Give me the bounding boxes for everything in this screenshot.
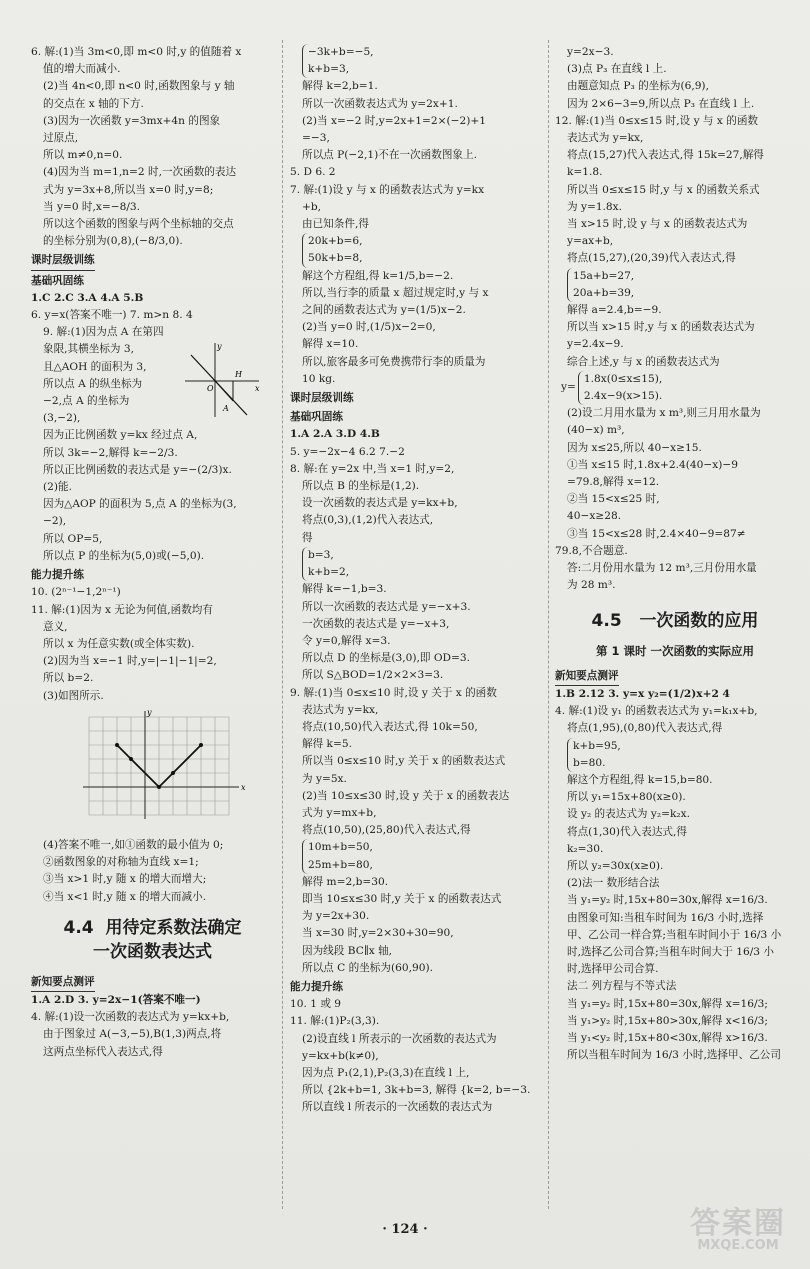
chapter-heading-4-5 xyxy=(555,609,795,633)
answer-line: 1.C 2.C 3.A 4.A 5.B xyxy=(31,291,144,304)
text-line: 所以当租车时间为 16/3 小时,选择甲、乙公司 xyxy=(567,1049,781,1062)
text-line: 所以这个函数的图象与两个坐标轴的交点 xyxy=(43,218,234,231)
text-line: 所以 y₂=30x(x≥0). xyxy=(567,859,664,872)
y-axis-label: y xyxy=(147,708,152,717)
text-line: 所以正比例函数的表达式是 y=−(2/3)x. xyxy=(43,463,232,476)
watermark-text: 答案圈 xyxy=(690,1206,786,1241)
text-line: k=1.8. xyxy=(567,166,603,179)
text-line: 9. 解:(1)当 0≤x≤10 时,设 y 关于 x 的函数 xyxy=(290,686,497,699)
answer-line: 6. y=x(答案不唯一) 7. m>n 8. 4 xyxy=(31,309,193,322)
section-heading-nengli: 能力提升练 xyxy=(31,569,84,582)
text-line: k+b=2, xyxy=(308,566,350,579)
text-line: 所以 3k=−2,解得 k=−2/3. xyxy=(43,446,178,459)
section-heading-nengli: 能力提升练 xyxy=(290,980,343,993)
x-axis-label: x xyxy=(255,384,260,393)
answer-line: 5. y=−2x−4 6.2 7.−2 xyxy=(290,445,405,458)
graph-point xyxy=(115,743,119,747)
equation-system xyxy=(302,233,542,267)
text-line: 15a+b=27, xyxy=(573,269,635,282)
text-line: (3)如图所示. xyxy=(43,689,104,702)
equation-system xyxy=(302,44,542,78)
text-line: (2)能. xyxy=(43,481,72,494)
text-block xyxy=(555,703,795,737)
text-line: 由已知条件,得 xyxy=(302,218,369,231)
equation-system xyxy=(567,268,795,302)
text-line: 之间的函数表达式为 y=(1/5)x−2. xyxy=(302,304,466,317)
label-o: O xyxy=(207,384,214,393)
text-line: 5. D 6. 2 xyxy=(290,166,336,179)
text-line: 由题意知点 P₃ 的坐标为(6,9), xyxy=(567,80,709,93)
text-line: y=ax+b, xyxy=(567,235,614,248)
text-line: 解得 a=2.4,b=−9. xyxy=(567,304,662,317)
text-line: 将点(1,95),(0,80)代入表达式,得 xyxy=(567,722,723,735)
graph-point xyxy=(129,757,133,761)
chapter-title-line1: 用待定系数法确定 xyxy=(105,917,242,938)
text-line: 11. 解:(1)因为 x 无论为何值,函数均有 xyxy=(31,603,213,616)
text-line: b=80. xyxy=(573,756,606,769)
text-block xyxy=(290,581,542,839)
text-line: (3)因为一次函数 y=3mx+4n 的图象 xyxy=(43,114,221,127)
text-line: 所以点 D 的坐标是(3,0),即 OD=3. xyxy=(302,652,470,665)
text-line: (2)设二月用水量为 x m³,则三月用水量为 xyxy=(567,407,761,420)
text-line: 当 y₁<y₂ 时,15x+80<30x,解得 x>16/3. xyxy=(567,1031,768,1044)
section-heading-jichu: 基础巩固练 xyxy=(31,274,84,287)
text-line: k+b=3, xyxy=(308,63,350,76)
section-heading-jichu: 基础巩固练 xyxy=(290,411,343,424)
text-line: (3)点 P₃ 在直线 l 上. xyxy=(567,63,667,76)
text-line: 将点(10,50),(25,80)代入表达式,得 xyxy=(302,824,471,837)
text-line: (3,−2), xyxy=(43,412,81,425)
answer-line: 10. (2ⁿ⁻¹−1,2ⁿ⁻¹) xyxy=(31,586,121,599)
page-number: · 124 · xyxy=(382,1222,428,1237)
text-line: 法二 列方程与不等式法 xyxy=(567,980,677,993)
text-line: 将点(10,50)代入表达式,得 10k=50, xyxy=(302,720,478,733)
graph-point xyxy=(199,743,203,747)
text-line: 8. 解:在 y=2x 中,当 x=1 时,y=2, xyxy=(290,462,455,475)
text-line: (2)因为当 x=−1 时,y=|−1|−1|=2, xyxy=(43,655,217,668)
answer-11-part4-block xyxy=(31,837,274,906)
text-line: 由图象可知:当租车时间为 16/3 小时,选择 xyxy=(567,911,764,924)
text-line: 当 y=0 时,x=−8/3. xyxy=(43,200,141,213)
text-line: 所以,旅客最多可免费携带行李的质量为 xyxy=(302,355,486,368)
function-graph-figure xyxy=(79,709,249,827)
text-line: 所以点 A 的纵坐标为 xyxy=(43,377,143,390)
text-block xyxy=(290,461,542,547)
text-line: 将点(15,27),(20,39)代入表达式,得 xyxy=(567,252,736,265)
text-line: (2)法一 数形结合法 xyxy=(567,877,660,890)
text-line: 的交点在 x 轴的下方. xyxy=(43,97,144,110)
section-heading-xinzhi: 新知要点测评 xyxy=(555,668,619,686)
text-line: (2)当 x=−2 时,y=2x+1=2×(−2)+1 xyxy=(302,114,486,127)
section-heading-keshi: 课时层级训练 xyxy=(31,252,95,270)
text-line: 解这个方程组,得 k=15,b=80. xyxy=(567,773,713,786)
text-line: 10 kg. xyxy=(302,372,336,385)
text-line: (4)答案不唯一,如①函数的最小值为 0; xyxy=(43,838,224,851)
text-line: 50k+b=8, xyxy=(308,252,363,265)
text-line: 因为 2×6−3=9,所以点 P₃ 在直线 l 上. xyxy=(567,97,755,110)
text-line: 象限,其横坐标为 3, xyxy=(43,343,134,356)
text-block xyxy=(290,78,542,233)
text-line: 10m+b=50, xyxy=(308,841,373,854)
section-heading-xinzhi: 新知要点测评 xyxy=(31,974,95,992)
text-line: 20a+b=39, xyxy=(573,286,635,299)
answer-line: 1.B 2.12 3. y=x y₂=(1/2)x+2 4 xyxy=(555,687,730,700)
text-line: 因为 x≤25,所以 40−x≥15. xyxy=(567,441,702,454)
column-separator xyxy=(282,40,283,1209)
text-line: 时,选择乙公司合算;当租车时间大于 16/3 小 xyxy=(567,945,774,958)
text-line: 所以 y₁=15x+80(x≥0). xyxy=(567,791,686,804)
text-line: y=2x−3. xyxy=(567,46,614,58)
text-line: −2,点 A 的坐标为 xyxy=(43,395,130,408)
small-coordinate-figure xyxy=(181,339,263,419)
text-line: 4. 解:(1)设 y₁ 的函数表达式为 y₁=k₁x+b, xyxy=(555,705,758,718)
text-line: 一次函数的表达式是 y=−x+3, xyxy=(302,617,450,630)
text-line: +b, xyxy=(302,200,322,213)
column-right xyxy=(555,44,795,1229)
text-line: k+b=95, xyxy=(573,739,621,752)
text-line: y=kx+b(k≠0), xyxy=(302,1049,379,1062)
text-line: (2)当 y=0 时,(1/5)x−2=0, xyxy=(302,321,436,334)
label-h: H xyxy=(235,370,242,379)
text-line: ③当 15<x≤28 时,2.4×40−9=87≠ xyxy=(567,527,746,540)
text-line: (4)因为当 m=1,n=2 时,一次函数的表达 xyxy=(43,166,237,179)
text-line: 所以 m≠0,n=0. xyxy=(43,149,123,162)
text-line: 所以点 B 的坐标是(1,2). xyxy=(302,480,420,493)
text-line: 解得 x=10. xyxy=(302,338,359,351)
text-line: 时,选择甲公司合算. xyxy=(567,963,659,976)
text-line: 当 y₁>y₂ 时,15x+80>30x,解得 x<16/3; xyxy=(567,1014,768,1027)
text-line: 设 y₂ 的表达式为 y₂=k₂x. xyxy=(567,808,691,821)
text-line: 解得 k=5. xyxy=(302,738,352,751)
text-line: 由于图象过 A(−3,−5),B(1,3)两点,将 xyxy=(43,1028,222,1041)
text-block xyxy=(555,44,795,268)
answer-11-block xyxy=(31,602,274,705)
text-line: −3k+b=−5, xyxy=(308,46,374,58)
equation-system xyxy=(302,839,542,873)
piecewise-cases xyxy=(578,371,662,405)
text-line: 所以当 x>15 时,y 与 x 的函数表达式为 xyxy=(567,321,755,334)
text-line: 解得 k=−1,b=3. xyxy=(302,583,387,596)
chapter-number: 4.4 xyxy=(63,917,94,938)
graph-point xyxy=(171,771,175,775)
text-block xyxy=(555,405,795,594)
chapter-heading-4-4 xyxy=(31,916,274,964)
text-line: =79.8,解得 x=12. xyxy=(567,476,660,489)
segment-oa xyxy=(215,381,233,401)
text-line: 25m+b=80, xyxy=(308,858,373,871)
text-line: 所以一次函数表达式为 y=2x+1. xyxy=(302,97,458,110)
text-line: 11. 解:(1)P₂(3,3). xyxy=(290,1015,380,1028)
text-line: ①当 x≤15 时,1.8x+2.4(40−x)−9 xyxy=(567,458,738,471)
graph-point xyxy=(157,785,161,789)
text-line: 综合上述,y 与 x 的函数表达式为 xyxy=(567,355,720,368)
lesson-heading: 第 1 课时 一次函数的实际应用 xyxy=(595,643,754,658)
text-line: 将点(15,27)代入表达式,得 15k=27,解得 xyxy=(567,149,764,162)
text-line: 12. 解:(1)当 0≤x≤15 时,设 y 与 x 的函数 xyxy=(555,114,759,127)
text-line: (2)设直线 l 所表示的一次函数的表达式为 xyxy=(302,1032,497,1045)
text-line: 当 x=30 时,y=2×30+30=90, xyxy=(302,927,454,940)
column-middle xyxy=(290,44,542,1229)
text-line: 因为正比例函数 y=kx 经过点 A, xyxy=(43,429,198,442)
text-line: 所以 OP=5, xyxy=(43,532,103,545)
text-line: 4. 解:(1)设一次函数的表达式为 y=kx+b, xyxy=(31,1011,230,1024)
text-line: 所以 {2k+b=1, 3k+b=3, 解得 {k=2, b=−3. xyxy=(302,1084,531,1097)
text-line: 甲、乙公司一样合算;当租车时间小于 16/3 小 xyxy=(567,928,782,941)
text-line: 6. 解:(1)当 3m<0,即 m<0 时,y 的值随着 x xyxy=(31,46,242,58)
text-line: 所以当 0≤x≤10 时,y 关于 x 的函数表达式 xyxy=(302,755,506,768)
text-line: 79.8,不合题意. xyxy=(555,544,628,557)
answer-line: 1.A 2.D 3. y=2x−1(答案不唯一) xyxy=(31,993,201,1006)
text-block xyxy=(290,268,542,388)
text-line: 解得 m=2,b=30. xyxy=(302,875,389,888)
text-line: 为 28 m³. xyxy=(567,579,616,592)
text-line: (40−x) m³, xyxy=(567,424,625,437)
text-line: 所以直线 l 所表示的一次函数的表达式为 xyxy=(302,1101,493,1114)
text-line: 9. 解:(1)因为点 A 在第四 xyxy=(43,326,164,339)
text-line: 所以 x 为任意实数(或全体实数). xyxy=(43,637,195,650)
text-line: 得 xyxy=(302,531,313,544)
text-line: 表达式为 y=kx, xyxy=(567,132,644,145)
section-heading-keshi: 课时层级训练 xyxy=(290,392,354,405)
chapter-title: 一次函数的应用 xyxy=(639,610,759,631)
text-line: 因为线段 BC∥x 轴, xyxy=(302,944,393,957)
chapter-title-line2: 一次函数表达式 xyxy=(93,941,212,962)
text-line: −2), xyxy=(43,515,67,528)
text-line: 表达式为 y=kx, xyxy=(302,703,379,716)
y-axis-label: y xyxy=(217,342,222,351)
text-line: (2)当 10≤x≤30 时,设 y 关于 x 的函数表达 xyxy=(302,789,510,802)
answer-line: 10. 1 或 9 xyxy=(290,998,342,1011)
text-line: (2)当 4n<0,即 n<0 时,函数图象与 y 轴 xyxy=(43,80,235,93)
text-line: 解得 k=2,b=1. xyxy=(302,80,378,93)
text-line: b=3, xyxy=(308,548,334,561)
text-line: 所以 S△BOD=1/2×2×3=3. xyxy=(302,669,444,682)
text-line: ②函数图象的对称轴为直线 x=1; xyxy=(43,856,199,869)
text-line: ③当 x>1 时,y 随 x 的增大而增大; xyxy=(43,873,207,886)
text-line: 将点(1,30)代入表达式,得 xyxy=(567,825,687,838)
text-line: 设一次函数的表达式是 y=kx+b, xyxy=(302,497,458,510)
column-separator xyxy=(548,40,549,1209)
text-line: 的坐标分别为(0,8),(−8/3,0). xyxy=(43,235,183,248)
text-line: 当 x>15 时,设 y 与 x 的函数表达式为 xyxy=(567,218,748,231)
text-line: 20k+b=6, xyxy=(308,235,363,248)
text-line: 为 y=5x. xyxy=(302,772,347,785)
piecewise-lhs: y= xyxy=(561,381,576,394)
text-line: 所以,当行李的质量 x 超过规定时,y 与 x xyxy=(302,286,489,299)
text-line: ②当 15<x≤25 时, xyxy=(567,493,660,506)
answer-4-block xyxy=(31,1009,274,1061)
watermark-logo xyxy=(678,1198,798,1264)
text-line: 所以一次函数的表达式是 y=−x+3. xyxy=(302,600,471,613)
text-line: 即当 10≤x≤30 时,y 关于 x 的函数表达式 xyxy=(302,892,502,905)
text-line: 为 y=2x+30. xyxy=(302,910,370,923)
equation-system xyxy=(302,547,542,581)
text-line: 解这个方程组,得 k=1/5,b=−2. xyxy=(302,269,454,282)
text-line: 式为 y=mx+b, xyxy=(302,806,377,819)
text-line: 因为△AOP 的面积为 5,点 A 的坐标为(3, xyxy=(43,498,237,511)
text-line: 所以点 C 的坐标为(60,90). xyxy=(302,961,433,974)
text-line: 所以 b=2. xyxy=(43,672,94,685)
text-line: 7. 解:(1)设 y 与 x 的函数表达式为 y=kx xyxy=(290,183,485,196)
text-line: =−3, xyxy=(302,132,330,145)
watermark-url: MXQE.COM xyxy=(697,1238,779,1253)
label-a: A xyxy=(223,404,229,413)
text-line: 意义, xyxy=(43,620,68,633)
text-line: 因为点 P₁(2,1),P₂(3,3)在直线 l 上, xyxy=(302,1066,470,1079)
piecewise-function xyxy=(555,371,795,405)
text-line: 当 y₁=y₂ 时,15x+80=30x,解得 x=16/3. xyxy=(567,894,768,907)
text-line: 1.8x(0≤x≤15), xyxy=(583,372,663,385)
text-line: y=2.4x−9. xyxy=(567,338,624,351)
text-block xyxy=(555,772,795,1064)
equation-system xyxy=(567,738,795,772)
text-line: 所以点 P 的坐标为(5,0)或(−5,0). xyxy=(43,549,205,562)
text-line: 所以点 P(−2,1)不在一次函数图象上. xyxy=(302,149,477,162)
text-line: 为 y=1.8x. xyxy=(567,200,623,213)
answer-line: 1.A 2.A 3.D 4.B xyxy=(290,428,380,441)
text-block xyxy=(555,302,795,371)
text-line: 且△AOH 的面积为 3, xyxy=(43,360,147,373)
text-block xyxy=(290,874,542,977)
text-line: 将点(0,3),(1,2)代入表达式, xyxy=(302,514,434,527)
text-line: 过原点, xyxy=(43,132,79,145)
text-line: 40−x≥28. xyxy=(567,510,622,523)
text-line: 值的增大而减小. xyxy=(43,63,121,76)
text-line: 当 y₁=y₂ 时,15x+80=30x,解得 x=16/3; xyxy=(567,997,768,1010)
chapter-number: 4.5 xyxy=(591,610,622,631)
text-line: ④当 x<1 时,y 随 x 的增大而减小. xyxy=(43,890,207,903)
x-axis-label: x xyxy=(241,782,246,792)
text-line: 所以当 0≤x≤15 时,y 与 x 的函数关系式 xyxy=(567,183,760,196)
text-line: 这两点坐标代入表达式,得 xyxy=(43,1045,163,1058)
text-line: k₂=30. xyxy=(567,842,604,855)
text-line: 答:二月份用水量为 12 m³,三月份用水量 xyxy=(567,562,757,575)
text-line: 式为 y=3x+8,所以当 x=0 时,y=8; xyxy=(43,183,214,196)
text-line: 令 y=0,解得 x=3. xyxy=(302,634,391,647)
text-block xyxy=(290,1013,542,1116)
text-line: 2.4x−9(x>15). xyxy=(583,390,663,403)
graph-grid xyxy=(89,717,229,815)
column-left xyxy=(31,44,274,1229)
answer-6-block xyxy=(31,44,274,250)
